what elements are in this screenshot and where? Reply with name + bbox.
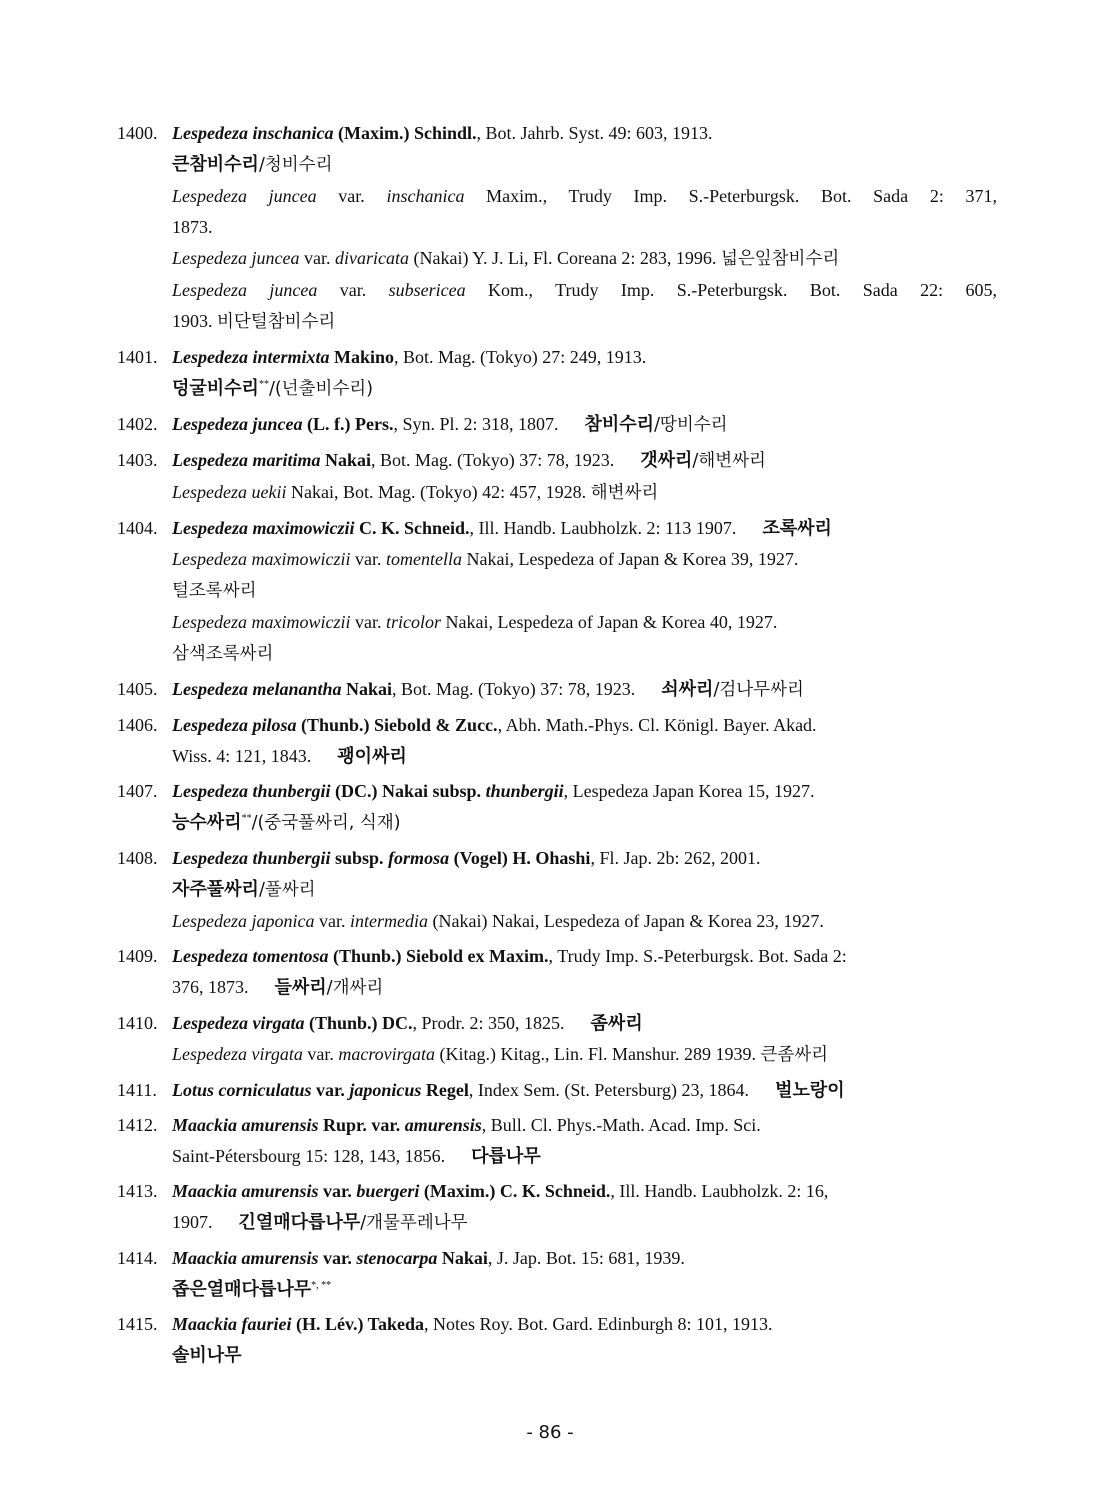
rank: var. xyxy=(323,1248,352,1268)
synonym-korean-name: 비단털참비수리 xyxy=(217,312,336,332)
rank: subsp. xyxy=(335,848,384,868)
genus: Lespedeza xyxy=(172,848,248,868)
author: Nakai xyxy=(441,1248,488,1268)
synonym-korean-name: 해변싸리 xyxy=(590,483,659,503)
footnote-mark: ** xyxy=(241,813,252,824)
list-item xyxy=(117,1243,997,1305)
citation: , Bot. Mag. (Tokyo) 37: 78, 1923. xyxy=(371,450,615,470)
korean-name: 벌노랑이 xyxy=(775,1080,845,1101)
citation: , Bot. Jahrb. Syst. 49: 603, 1913. xyxy=(476,123,713,143)
genus: Lespedeza xyxy=(172,946,248,966)
citation: , Syn. Pl. 2: 318, 1807. xyxy=(393,414,559,434)
citation: , Abh. Math.-Phys. Cl. Königl. Bayer. Akad. xyxy=(497,715,817,735)
entry-number: 1409. xyxy=(117,946,158,966)
genus: Maackia xyxy=(172,1248,237,1268)
citation: , Lespedeza Japan Korea 15, 1927. xyxy=(563,781,815,801)
citation-continued: Saint-Pétersbourg 15: 128, 143, 1856. xyxy=(172,1146,446,1166)
citation: , Prodr. 2: 350, 1825. xyxy=(412,1013,565,1033)
author: Regel xyxy=(425,1080,469,1100)
genus: Lespedeza xyxy=(172,347,248,367)
synonym-name: Lespedeza juncea xyxy=(172,186,317,206)
species: amurensis xyxy=(241,1181,319,1201)
synonym-citation: Nakai, Lespedeza of Japan & Korea 39, 1927. xyxy=(461,549,799,569)
synonym-citation: Nakai, Bot. Mag. (Tokyo) 42: 457, 1928. xyxy=(286,482,591,502)
author: (Maxim.) C. K. Schneid. xyxy=(423,1181,611,1201)
citation: , Index Sem. (St. Petersburg) 23, 1864. xyxy=(468,1080,750,1100)
synonym-name: Lespedeza uekii xyxy=(172,482,287,502)
species: juncea xyxy=(252,414,303,434)
citation: , Bull. Cl. Phys.-Math. Acad. Imp. Sci. xyxy=(481,1115,761,1135)
synonym-name: Lespedeza maximowiczii xyxy=(172,612,351,632)
korean-name: 다릅나무 xyxy=(471,1146,541,1167)
korean-name: 들싸리 xyxy=(274,977,327,998)
citation: , J. Jap. Bot. 15: 681, 1939. xyxy=(487,1248,685,1268)
species: intermixta xyxy=(252,347,330,367)
synonym-citation: (Kitag.) Kitag., Lin. Fl. Manshur. 289 1939. xyxy=(434,1044,761,1064)
korean-alt-name: /검나무싸리 xyxy=(713,680,804,700)
korean-name: 괭이싸리 xyxy=(337,746,407,767)
author: (DC.) Nakai subsp. xyxy=(335,781,482,801)
species: amurensis xyxy=(241,1248,319,1268)
author: (Thunb.) DC. xyxy=(308,1013,413,1033)
korean-name: 쇠싸리 xyxy=(661,679,714,700)
page-number: - 86 - xyxy=(526,1422,574,1443)
list-item: 1404. Lespedeza maximowiczii C. K. Schneid., Ill. Handb. Laubholzk. 2: 113 1907. 조록싸리 Lespedeza maximowiczii var. tomentella Nakai, Lespedeza of Japan & Korea 39, 1927. 털조록싸리 Lespedeza maximowiczii var. tricolor Nakai, Lespedeza of Japan & Korea 40, 1927. 삼색조록싸리 xyxy=(117,513,997,670)
author: Rupr. var. xyxy=(323,1115,401,1135)
genus: Lespedeza xyxy=(172,715,248,735)
korean-alt-name: /청비수리 xyxy=(258,155,333,175)
genus: Lespedeza xyxy=(172,781,248,801)
species: fauriei xyxy=(241,1314,292,1334)
synonym-citation: Maxim., Trudy Imp. S.-Peterburgsk. Bot. Sada 2: 371, xyxy=(464,186,997,206)
author: Makino xyxy=(334,347,395,367)
list-item xyxy=(117,776,997,839)
species: tomentosa xyxy=(252,946,329,966)
synonym-citation: (Nakai) Y. J. Li, Fl. Coreana 2: 283, 1996. xyxy=(408,248,721,268)
korean-name: 참비수리 xyxy=(584,414,655,435)
infraspecific-name: buergeri xyxy=(356,1181,420,1201)
synonym-citation: Nakai, Lespedeza of Japan & Korea 40, 1927. xyxy=(441,612,778,632)
list-item xyxy=(117,941,997,1004)
synonym-name: Lespedeza japonica xyxy=(172,911,315,931)
species: thunbergii xyxy=(252,848,331,868)
species-list xyxy=(117,118,997,1375)
korean-name: 솔비나무 xyxy=(172,1345,242,1366)
synonym-korean-name: 넓은잎참비수리 xyxy=(720,249,840,269)
list-item: 1410. Lespedeza virgata (Thunb.) DC., Prodr. 2: 350, 1825. 좀싸리 Lespedeza virgata var. macrovirgata (Kitag.) Kitag., Lin. Fl. Manshur. 289 1939. 큰좀싸리 xyxy=(117,1008,997,1071)
entry-number: 1414. xyxy=(117,1248,158,1268)
species: amurensis xyxy=(241,1115,319,1135)
species: melanantha xyxy=(252,679,342,699)
entry-number: 1404. xyxy=(117,518,158,538)
species: pilosa xyxy=(252,715,297,735)
species: inschanica xyxy=(252,123,334,143)
korean-name: 능수싸리 xyxy=(172,812,242,833)
genus: Lotus xyxy=(172,1080,215,1100)
author: (Maxim.) Schindl. xyxy=(338,123,477,143)
footnote-mark: ** xyxy=(258,379,269,390)
citation-continued: 1907. xyxy=(172,1212,213,1232)
citation: , Bot. Mag. (Tokyo) 27: 249, 1913. xyxy=(394,347,647,367)
korean-name: 좀싸리 xyxy=(590,1013,643,1034)
genus: Lespedeza xyxy=(172,679,248,699)
korean-alt-name: /풀싸리 xyxy=(258,880,316,900)
entry-number: 1407. xyxy=(117,781,158,801)
korean-name: 갯싸리 xyxy=(640,450,693,471)
list-item xyxy=(117,710,997,772)
korean-alt-name: /해변싸리 xyxy=(692,451,766,471)
korean-name: 긴열매다릅나무 xyxy=(238,1212,361,1233)
list-item xyxy=(117,674,997,706)
citation: , Trudy Imp. S.-Peterburgsk. Bot. Sada 2: xyxy=(548,946,847,966)
genus: Lespedeza xyxy=(172,1013,248,1033)
synonym-name: Lespedeza maximowiczii xyxy=(172,549,351,569)
genus: Maackia xyxy=(172,1314,237,1334)
entry-number: 1402. xyxy=(117,414,158,434)
species: corniculatus xyxy=(218,1080,312,1100)
citation: , Ill. Handb. Laubholzk. 2: 113 1907. xyxy=(469,518,737,538)
synonym-name: Lespedeza virgata xyxy=(172,1044,303,1064)
citation: , Fl. Jap. 2b: 262, 2001. xyxy=(590,848,761,868)
synonym-citation: (Nakai) Nakai, Lespedeza of Japan & Korea 23, 1927. xyxy=(427,911,824,931)
infraspecific-name: thunbergii xyxy=(485,781,564,801)
infraspecific-name: japonicus xyxy=(349,1080,422,1100)
korean-name: 덩굴비수리 xyxy=(172,378,259,399)
korean-alt-name: /개싸리 xyxy=(326,978,384,998)
infraspecific-name: stenocarpa xyxy=(356,1248,438,1268)
korean-name: 자주풀싸리 xyxy=(172,879,259,900)
entry-number: 1413. xyxy=(117,1181,158,1201)
species: maximowiczii xyxy=(252,518,355,538)
genus: Maackia xyxy=(172,1181,237,1201)
list-item: 1408. Lespedeza thunbergii subsp. formosa (Vogel) H. Ohashi, Fl. Jap. 2b: 262, 2001. 자주풀싸리/풀싸리 Lespedeza japonica var. intermedia (Nakai) Nakai, Lespedeza of Japan & Korea 23, 1927. xyxy=(117,843,997,937)
entry-number: 1415. xyxy=(117,1314,158,1334)
citation-continued: Wiss. 4: 121, 1843. xyxy=(172,746,312,766)
list-item xyxy=(117,1309,997,1371)
citation: , Notes Roy. Bot. Gard. Edinburgh 8: 101, 1913. xyxy=(424,1314,773,1334)
rank: var. xyxy=(316,1080,345,1100)
synonym-korean-name: 털조록싸리 xyxy=(172,581,257,601)
entry-number: 1412. xyxy=(117,1115,158,1135)
list-item xyxy=(117,409,997,441)
genus: Lespedeza xyxy=(172,518,248,538)
author: Nakai xyxy=(346,679,393,699)
entry-number: 1405. xyxy=(117,679,158,699)
korean-name: 큰참비수리 xyxy=(172,154,259,175)
synonym-name: Lespedeza juncea xyxy=(172,248,300,268)
author: (Vogel) H. Ohashi xyxy=(453,848,591,868)
author: (Thunb.) Siebold & Zucc. xyxy=(301,715,498,735)
entry-number: 1400. xyxy=(117,123,158,143)
list-item xyxy=(117,342,997,405)
korean-name: 좁은열매다릅나무 xyxy=(172,1279,312,1300)
species: thunbergii xyxy=(252,781,331,801)
synonym-citation: Kom., Trudy Imp. S.-Peterburgsk. Bot. Sada 22: 605, xyxy=(465,280,998,300)
entry-number: 1406. xyxy=(117,715,158,735)
korean-name: 조록싸리 xyxy=(762,518,832,539)
author: (L. f.) Pers. xyxy=(307,414,394,434)
species: maritima xyxy=(252,450,321,470)
entry-number: 1403. xyxy=(117,450,158,470)
synonym-korean-name: 삼색조록싸리 xyxy=(172,644,274,664)
synonym-korean-name: 큰좀싸리 xyxy=(760,1045,829,1065)
author: Nakai xyxy=(325,450,372,470)
genus: Lespedeza xyxy=(172,450,248,470)
entry-number: 1401. xyxy=(117,347,158,367)
citation: , Bot. Mag. (Tokyo) 37: 78, 1923. xyxy=(392,679,636,699)
infraspecific-name: formosa xyxy=(388,848,450,868)
infraspecific-name: amurensis xyxy=(404,1115,482,1135)
korean-alt-name: /땅비수리 xyxy=(654,415,728,435)
author: C. K. Schneid. xyxy=(359,518,470,538)
genus: Lespedeza xyxy=(172,414,248,434)
list-item xyxy=(117,445,997,509)
author: (H. Lév.) Takeda xyxy=(296,1314,425,1334)
rank: var. xyxy=(323,1181,352,1201)
entry-number: 1411. xyxy=(117,1080,157,1100)
list-item xyxy=(117,1075,997,1106)
author: (Thunb.) Siebold ex Maxim. xyxy=(333,946,549,966)
genus: Maackia xyxy=(172,1115,237,1135)
list-item xyxy=(117,1110,997,1172)
list-item: 1400. Lespedeza inschanica (Maxim.) Schindl., Bot. Jahrb. Syst. 49: 603, 1913. 큰참비수리/청비수리 Lespedeza juncea var. inschanica Maxim., Trudy Imp. S.-Peterburgsk. Bot. Sada 2: 371, 1873. Lespedeza juncea var. divaricata (Nakai) Y. J. Li, Fl. Coreana 2: 283, 1996. 넓은잎참비수리 Lespedeza juncea var. subsericea Kom., Trudy Imp. S.-Peterburgsk. Bot. Sada 22: 605, 1903. 비단털참비수리 xyxy=(117,118,997,338)
korean-alt-name: /(넌출비수리) xyxy=(268,379,374,399)
genus: Lespedeza xyxy=(172,123,248,143)
synonym-name: Lespedeza juncea xyxy=(172,280,318,300)
entry-number: 1408. xyxy=(117,848,158,868)
entry-number: 1410. xyxy=(117,1013,158,1033)
species: virgata xyxy=(252,1013,305,1033)
korean-alt-name: /개물푸레나무 xyxy=(360,1213,468,1233)
citation: , Ill. Handb. Laubholzk. 2: 16, xyxy=(610,1181,829,1201)
korean-alt-name: /(중국풀싸리, 식재) xyxy=(251,813,401,833)
footnote-mark: *, ** xyxy=(311,1280,332,1291)
citation-continued: 376, 1873. xyxy=(172,977,249,997)
list-item xyxy=(117,1176,997,1239)
